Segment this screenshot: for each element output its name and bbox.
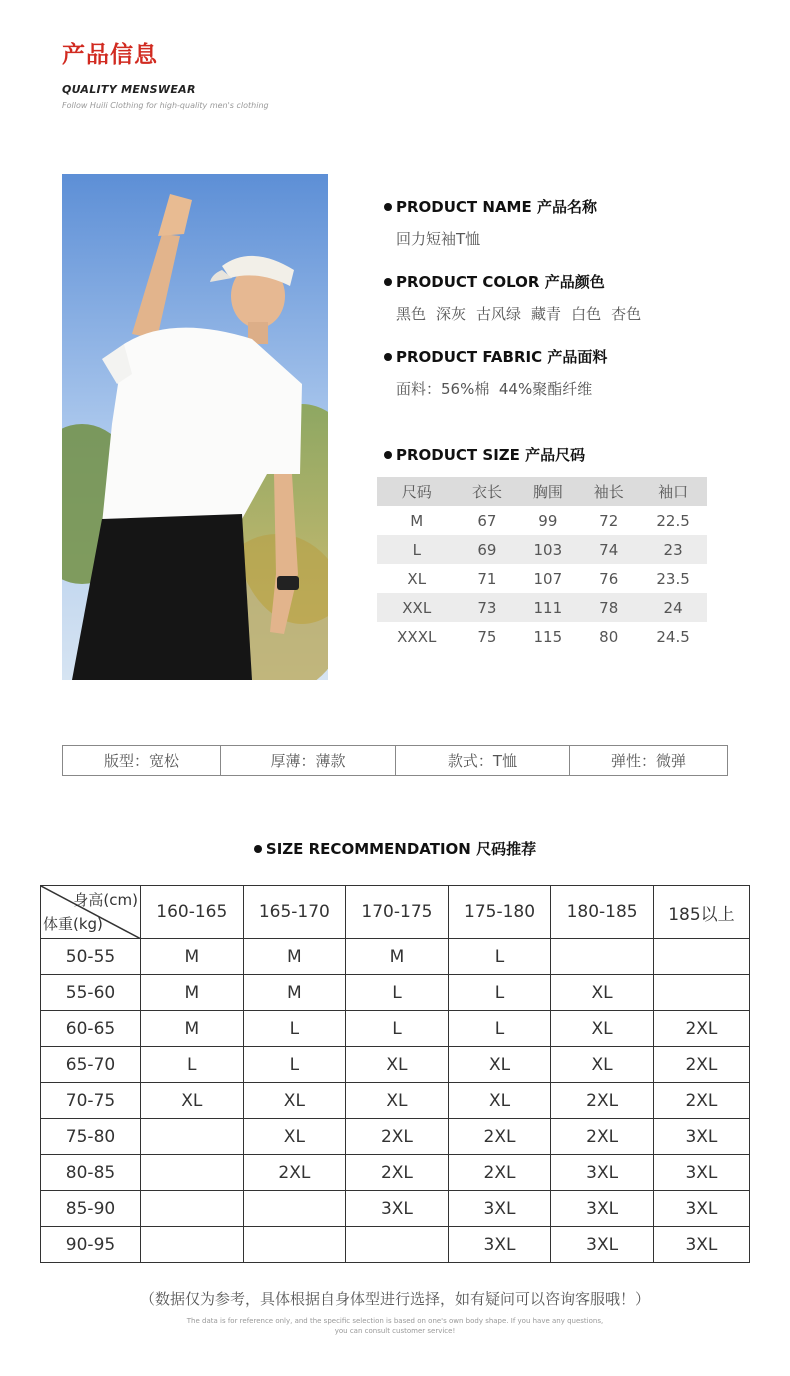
bullet-icon	[384, 278, 392, 286]
recommended-size-cell: 2XL	[346, 1119, 449, 1155]
size-chart-header: 袖口	[658, 483, 689, 501]
attribute-thickness: 厚薄：薄款	[221, 746, 396, 775]
size-chart-cell: 103	[533, 540, 563, 559]
recommended-size-cell: M	[141, 939, 244, 975]
recommended-size-cell: 2XL	[551, 1083, 654, 1119]
recommendation-corner-cell	[41, 886, 141, 939]
recommended-size-cell: XL	[243, 1083, 346, 1119]
height-range-header: 185以上	[653, 886, 749, 939]
recommended-size-cell: M	[243, 975, 346, 1011]
product-color-list	[396, 303, 714, 324]
bullet-icon	[384, 451, 392, 459]
recommended-size-cell	[346, 1227, 449, 1263]
color-option: 白色	[571, 305, 602, 323]
recommended-size-cell	[141, 1119, 244, 1155]
size-chart-cell: 22.5	[656, 511, 690, 530]
recommended-size-cell: 2XL	[653, 1047, 749, 1083]
recommended-size-cell	[141, 1191, 244, 1227]
recommended-size-cell: 3XL	[551, 1191, 654, 1227]
recommended-size-cell: L	[243, 1011, 346, 1047]
weight-range-cell: 90-95	[41, 1227, 141, 1263]
recommended-size-cell: XL	[551, 975, 654, 1011]
recommendation-row	[41, 1227, 750, 1263]
color-option: 杏色	[611, 305, 642, 323]
size-chart-row	[377, 593, 707, 622]
recommended-size-cell: L	[346, 975, 449, 1011]
weight-range-cell: 85-90	[41, 1191, 141, 1227]
color-option: 古风绿	[476, 305, 522, 323]
weight-range-cell: 80-85	[41, 1155, 141, 1191]
size-chart-cell: 69	[477, 540, 497, 559]
recommended-size-cell	[243, 1191, 346, 1227]
height-range-header: 175-180	[448, 886, 551, 939]
size-chart-cell: 111	[533, 598, 563, 617]
recommended-size-cell: 2XL	[653, 1011, 749, 1047]
weight-range-cell: 65-70	[41, 1047, 141, 1083]
weight-range-cell: 55-60	[41, 975, 141, 1011]
bullet-icon	[384, 353, 392, 361]
height-range-header: 160-165	[141, 886, 244, 939]
size-chart-cell: 78	[599, 598, 619, 617]
size-chart-cell: XXL	[402, 598, 432, 617]
recommended-size-cell: L	[346, 1011, 449, 1047]
product-name-value: 回力短袖T恤	[396, 230, 481, 248]
recommended-size-cell: XL	[346, 1047, 449, 1083]
disclaimer-note-en: The data is for reference only, and the specific selection is based on one's own body shape. If you have any questions, you can consult customer service!	[186, 1317, 604, 1335]
size-chart-cell: 24.5	[656, 627, 690, 646]
recommended-size-cell: M	[141, 1011, 244, 1047]
bullet-icon	[254, 845, 262, 853]
bullet-icon	[384, 203, 392, 211]
size-chart-cell: L	[412, 540, 421, 559]
size-chart-row	[377, 564, 707, 593]
size-chart-cell: 107	[533, 569, 563, 588]
size-chart-cell: 67	[477, 511, 497, 530]
recommended-size-cell	[141, 1227, 244, 1263]
recommended-size-cell	[653, 975, 749, 1011]
recommended-size-cell: L	[141, 1047, 244, 1083]
recommendation-row	[41, 1083, 750, 1119]
product-name-section	[384, 196, 714, 249]
recommended-size-cell: 3XL	[653, 1191, 749, 1227]
recommended-size-cell: L	[448, 939, 551, 975]
size-chart-cell: 72	[599, 511, 619, 530]
product-photo	[62, 174, 328, 680]
size-chart-cell: XL	[407, 569, 427, 588]
color-option: 黑色	[396, 305, 427, 323]
recommendation-row	[41, 1047, 750, 1083]
page-header	[62, 36, 269, 110]
size-chart-cell: XXXL	[397, 627, 437, 646]
recommended-size-cell: 3XL	[653, 1155, 749, 1191]
recommendation-row	[41, 1155, 750, 1191]
recommended-size-cell	[653, 939, 749, 975]
page-tagline: Follow Huili Clothing for high-quality men's clothing	[62, 101, 269, 110]
page-title: 产品信息	[62, 42, 158, 68]
height-range-header: 170-175	[346, 886, 449, 939]
height-range-header: 180-185	[551, 886, 654, 939]
size-chart-cell: 74	[599, 540, 619, 559]
recommended-size-cell: 3XL	[551, 1227, 654, 1263]
recommended-size-cell: M	[346, 939, 449, 975]
product-info	[384, 196, 714, 421]
recommended-size-cell: 3XL	[653, 1119, 749, 1155]
recommendation-row	[41, 1011, 750, 1047]
recommended-size-cell: M	[141, 975, 244, 1011]
height-range-header: 165-170	[243, 886, 346, 939]
product-color-section	[384, 271, 714, 324]
page-subtitle: QUALITY MENSWEAR	[62, 83, 196, 96]
recommended-size-cell: XL	[141, 1083, 244, 1119]
size-chart-row	[377, 506, 707, 535]
size-recommendation-table	[40, 885, 750, 1263]
attribute-elasticity: 弹性：微弹	[610, 752, 686, 770]
recommended-size-cell: 3XL	[346, 1191, 449, 1227]
color-option: 藏青	[531, 305, 562, 323]
recommended-size-cell: XL	[448, 1047, 551, 1083]
weight-range-cell: 60-65	[41, 1011, 141, 1047]
size-chart-cell: 23.5	[656, 569, 690, 588]
attribute-fit: 版型：宽松	[63, 746, 221, 775]
recommended-size-cell: XL	[551, 1011, 654, 1047]
recommended-size-cell: XL	[551, 1047, 654, 1083]
recommended-size-cell: 3XL	[448, 1227, 551, 1263]
recommended-size-cell: M	[243, 939, 346, 975]
recommended-size-cell: 2XL	[243, 1155, 346, 1191]
product-fabric-value: 面料：56%棉 44%聚酯纤维	[396, 380, 593, 398]
product-fabric-section	[384, 346, 714, 399]
recommended-size-cell: 2XL	[551, 1119, 654, 1155]
size-chart-title: PRODUCT SIZE 产品尺码	[384, 444, 585, 465]
recommended-size-cell: XL	[448, 1083, 551, 1119]
size-chart-cell: 99	[538, 511, 558, 530]
recommended-size-cell: 3XL	[653, 1227, 749, 1263]
size-chart-cell: 71	[477, 569, 497, 588]
recommended-size-cell: 3XL	[551, 1155, 654, 1191]
weight-range-cell: 70-75	[41, 1083, 141, 1119]
recommendation-header-row	[41, 886, 750, 939]
recommended-size-cell	[243, 1227, 346, 1263]
product-name-title: PRODUCT NAME 产品名称	[396, 198, 597, 216]
recommended-size-cell: 2XL	[448, 1155, 551, 1191]
size-chart-cell: 80	[599, 627, 619, 646]
recommended-size-cell: L	[448, 1011, 551, 1047]
size-chart-header: 尺码	[401, 483, 432, 501]
recommended-size-cell	[551, 939, 654, 975]
size-chart-header-row	[377, 477, 707, 506]
recommendation-row	[41, 1119, 750, 1155]
size-chart-header: 衣长	[471, 483, 502, 501]
recommended-size-cell: 2XL	[448, 1119, 551, 1155]
size-chart-header: 袖长	[593, 483, 624, 501]
attribute-style: 款式：T恤	[396, 746, 570, 775]
recommendation-row	[41, 1191, 750, 1227]
product-fabric-title: PRODUCT FABRIC 产品面料	[396, 348, 608, 366]
size-chart-table	[377, 477, 707, 651]
disclaimer-note: （数据仅为参考，具体根据自身体型进行选择，如有疑问可以咨询客服哦！）	[139, 1290, 650, 1308]
recommended-size-cell: 2XL	[346, 1155, 449, 1191]
size-chart-cell: 23	[663, 540, 683, 559]
attributes-bar	[62, 745, 728, 776]
recommended-size-cell	[141, 1155, 244, 1191]
height-axis-label: 身高(cm)	[73, 891, 138, 909]
recommended-size-cell: 2XL	[653, 1083, 749, 1119]
recommendation-row	[41, 939, 750, 975]
weight-axis-label: 体重(kg)	[43, 915, 103, 933]
recommendation-title: SIZE RECOMMENDATION 尺码推荐	[0, 838, 790, 859]
recommendation-row	[41, 975, 750, 1011]
color-option: 深灰	[436, 305, 467, 323]
size-chart-cell: 24	[663, 598, 683, 617]
size-chart-cell: 73	[477, 598, 497, 617]
recommended-size-cell: XL	[243, 1119, 346, 1155]
size-chart-cell: 75	[477, 627, 497, 646]
weight-range-cell: 50-55	[41, 939, 141, 975]
recommended-size-cell: 3XL	[448, 1191, 551, 1227]
product-color-title: PRODUCT COLOR 产品颜色	[396, 273, 605, 291]
weight-range-cell: 75-80	[41, 1119, 141, 1155]
recommended-size-cell: L	[243, 1047, 346, 1083]
size-chart-row	[377, 535, 707, 564]
size-chart-header: 胸围	[532, 483, 563, 501]
size-chart-cell: 76	[599, 569, 619, 588]
recommended-size-cell: L	[448, 975, 551, 1011]
recommended-size-cell: XL	[346, 1083, 449, 1119]
size-chart-cell: M	[410, 511, 424, 530]
size-chart-cell: 115	[533, 627, 563, 646]
size-chart-row	[377, 622, 707, 651]
